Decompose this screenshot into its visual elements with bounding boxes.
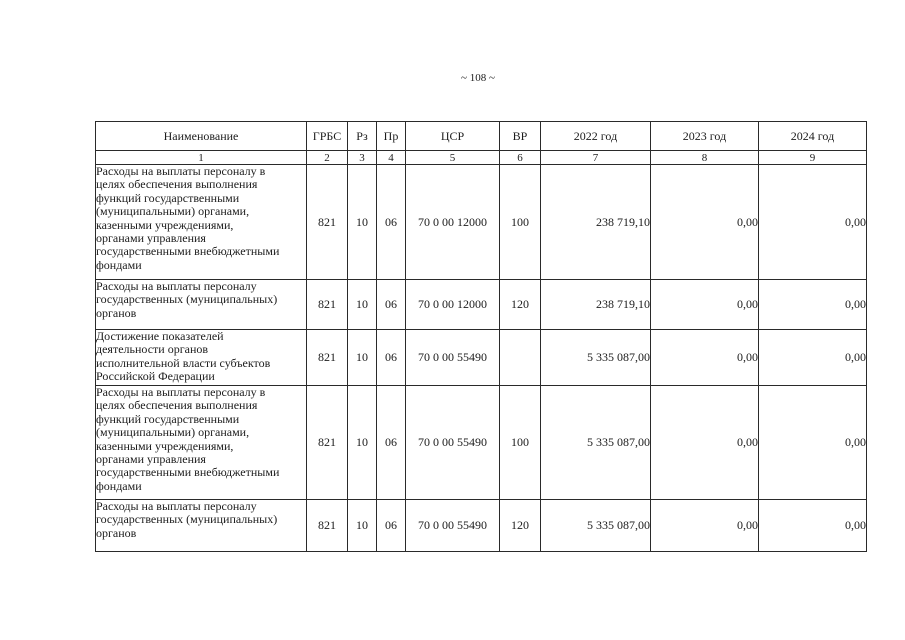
- row-vr: 120: [500, 280, 541, 330]
- row-2023: 0,00: [651, 500, 759, 552]
- row-2024: 0,00: [759, 500, 867, 552]
- column-number: 6: [500, 151, 541, 165]
- row-2023: 0,00: [651, 330, 759, 386]
- row-name: Расходы на выплаты персоналу государственных (муниципальных) органов: [96, 280, 307, 330]
- row-name: Достижение показателей деятельности органов исполнительной власти субъектов Российской Федерации: [96, 330, 307, 386]
- column-number: 5: [406, 151, 500, 165]
- row-2023: 0,00: [651, 165, 759, 280]
- column-number: 7: [541, 151, 651, 165]
- row-rz: 10: [348, 280, 377, 330]
- row-csr: 70 0 00 55490: [406, 386, 500, 500]
- row-vr: [500, 330, 541, 386]
- header-rz: Рз: [348, 122, 377, 151]
- column-number-row: [96, 151, 867, 165]
- row-pr: 06: [377, 280, 406, 330]
- row-rz: 10: [348, 500, 377, 552]
- row-2024: 0,00: [759, 386, 867, 500]
- header-pr: Пр: [377, 122, 406, 151]
- row-2024: 0,00: [759, 330, 867, 386]
- row-2023: 0,00: [651, 386, 759, 500]
- header-row: [96, 122, 867, 151]
- header-vr: ВР: [500, 122, 541, 151]
- row-2024: 0,00: [759, 165, 867, 280]
- header-2023: 2023 год: [651, 122, 759, 151]
- table-row: [96, 165, 867, 280]
- header-2022: 2022 год: [541, 122, 651, 151]
- row-2022: 238 719,10: [541, 165, 651, 280]
- row-name: Расходы на выплаты персоналу в целях обеспечения выполнения функций государственными (муниципальными) органами, казенными учреждениями, органами управления государственными внебюджетными фондами: [96, 386, 307, 500]
- row-vr: 100: [500, 386, 541, 500]
- header-name: Наименование: [96, 122, 307, 151]
- row-2024: 0,00: [759, 280, 867, 330]
- column-number: 1: [96, 151, 307, 165]
- row-rz: 10: [348, 330, 377, 386]
- header-csr: ЦСР: [406, 122, 500, 151]
- row-csr: 70 0 00 12000: [406, 280, 500, 330]
- row-2022: 5 335 087,00: [541, 330, 651, 386]
- page-number: ~ 108 ~: [461, 72, 495, 84]
- row-rz: 10: [348, 386, 377, 500]
- row-rz: 10: [348, 165, 377, 280]
- table-row: [96, 500, 867, 552]
- row-grbs: 821: [307, 165, 348, 280]
- row-grbs: 821: [307, 280, 348, 330]
- column-number: 8: [651, 151, 759, 165]
- row-csr: 70 0 00 12000: [406, 165, 500, 280]
- row-grbs: 821: [307, 330, 348, 386]
- column-number: 3: [348, 151, 377, 165]
- table-row: [96, 280, 867, 330]
- table-row: [96, 330, 867, 386]
- header-grbs: ГРБС: [307, 122, 348, 151]
- row-vr: 100: [500, 165, 541, 280]
- table-row: [96, 386, 867, 500]
- row-grbs: 821: [307, 386, 348, 500]
- row-name: Расходы на выплаты персоналу государственных (муниципальных) органов: [96, 500, 307, 552]
- row-pr: 06: [377, 165, 406, 280]
- column-number: 2: [307, 151, 348, 165]
- row-pr: 06: [377, 386, 406, 500]
- row-grbs: 821: [307, 500, 348, 552]
- row-csr: 70 0 00 55490: [406, 330, 500, 386]
- row-name: Расходы на выплаты персоналу в целях обеспечения выполнения функций государственными (муниципальными) органами, казенными учреждениями, органами управления государственными внебюджетными фондами: [96, 165, 307, 280]
- row-vr: 120: [500, 500, 541, 552]
- row-pr: 06: [377, 330, 406, 386]
- row-2022: 238 719,10: [541, 280, 651, 330]
- row-2022: 5 335 087,00: [541, 500, 651, 552]
- row-2022: 5 335 087,00: [541, 386, 651, 500]
- column-number: 9: [759, 151, 867, 165]
- budget-table: [95, 121, 867, 552]
- row-pr: 06: [377, 500, 406, 552]
- row-2023: 0,00: [651, 280, 759, 330]
- column-number: 4: [377, 151, 406, 165]
- row-csr: 70 0 00 55490: [406, 500, 500, 552]
- header-2024: 2024 год: [759, 122, 867, 151]
